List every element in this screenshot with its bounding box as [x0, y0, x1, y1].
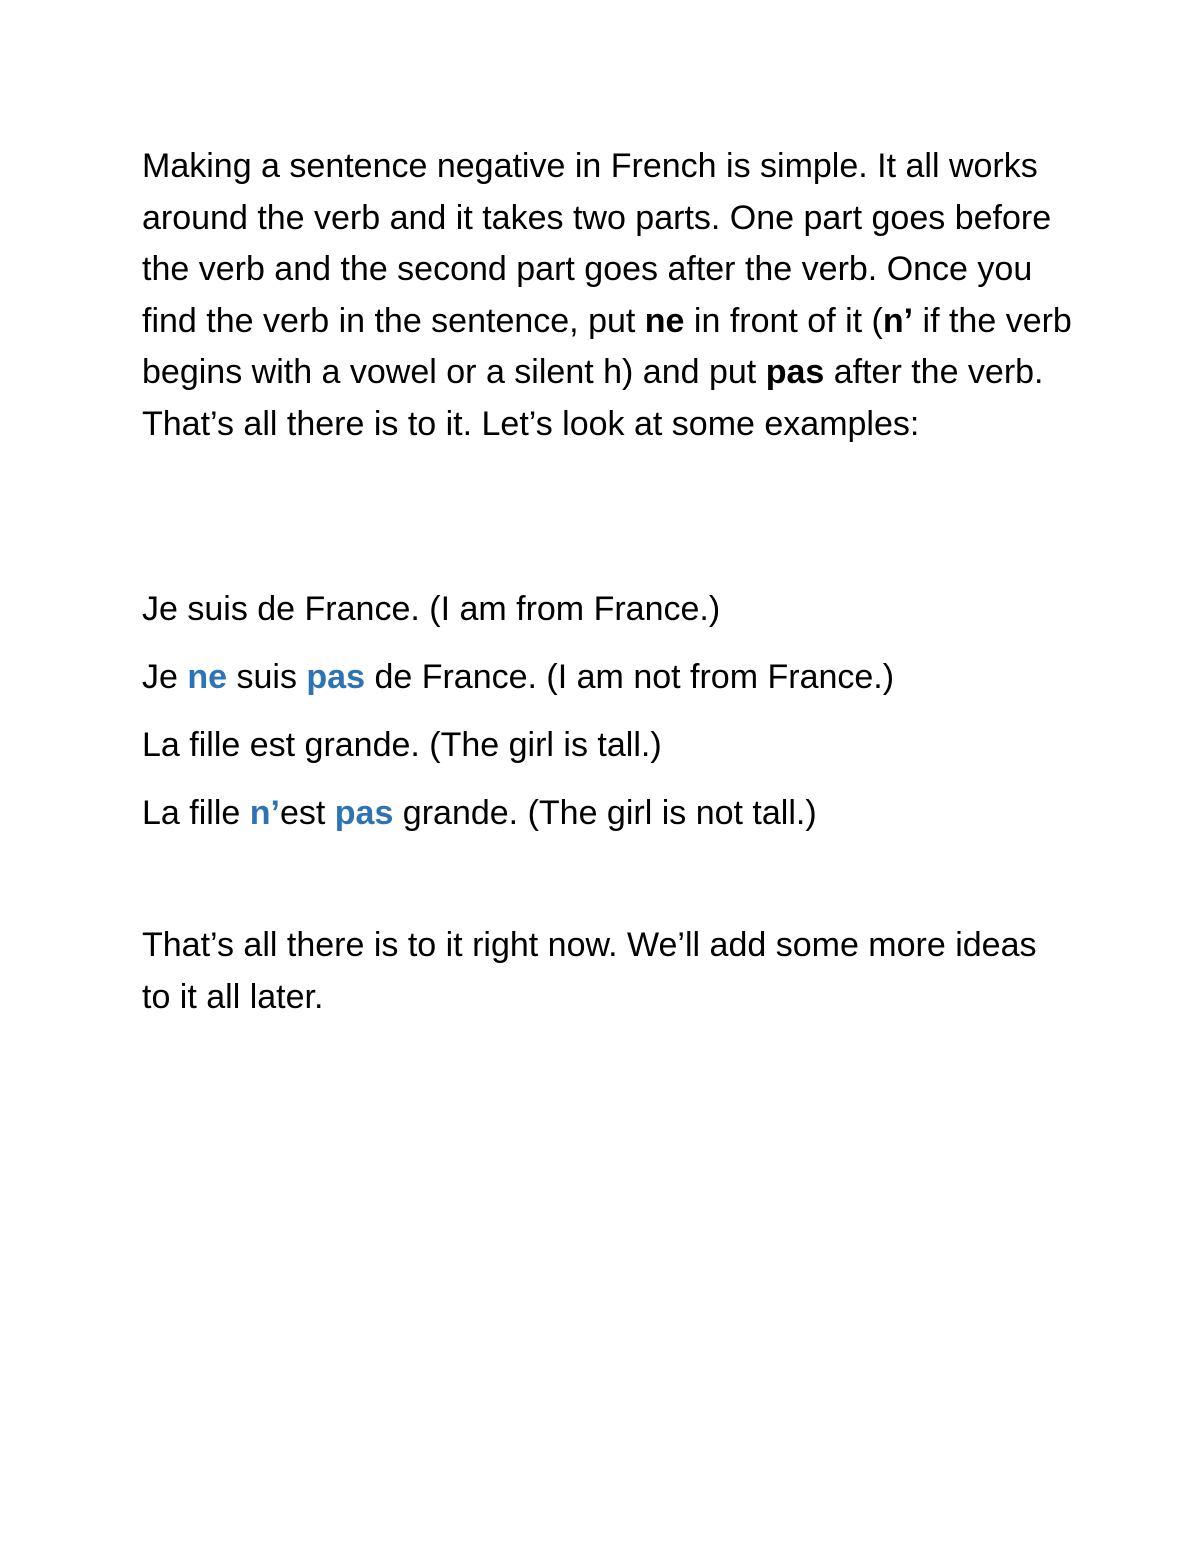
example-sentence — [142, 720, 1072, 788]
negation-word-pas: pas — [334, 794, 394, 832]
example-text-part: grande. (The girl is not tall.) — [393, 794, 817, 832]
intro-text-1: Making a sentence negative in French is simple. It all works around the verb and it takes two parts. One part goes before the verb and the second part goes after the verb. Once you find the verb in the sentence, put — [142, 147, 1052, 340]
intro-text-3: if the verb begins with a vowel or a silent h) and put — [142, 301, 1072, 391]
negation-word-n-apostrophe: n’ — [249, 794, 280, 832]
keyword-pas: pas — [765, 353, 825, 391]
negation-word-ne: ne — [187, 658, 228, 696]
closing-paragraph: That’s all there is to it right now. We’ll add some more ideas to it all later. — [142, 926, 1037, 1016]
example-text-part: est — [279, 794, 335, 832]
example-text-part: de France. (I am not from France.) — [365, 658, 895, 696]
example-text-part: suis — [227, 658, 307, 696]
negation-word-pas: pas — [306, 658, 365, 696]
intro-paragraph — [142, 141, 1072, 450]
example-text-part: La fille — [142, 794, 250, 832]
example-text: Je suis de France. (I am from France.) — [142, 590, 721, 628]
examples-list — [142, 584, 1072, 856]
intro-text-4: after the verb. That’s all there is to it. Let’s look at some examples: — [142, 353, 1044, 443]
example-text: La fille est grande. (The girl is tall.) — [142, 726, 662, 764]
example-sentence-negative — [142, 788, 1072, 856]
intro-text-2: in front of it ( — [684, 301, 883, 340]
example-sentence-negative — [142, 652, 1072, 720]
example-text-part: Je — [142, 658, 188, 696]
keyword-ne: ne — [644, 301, 685, 340]
example-sentence — [142, 584, 1072, 652]
keyword-n-apostrophe: n’ — [882, 301, 914, 340]
